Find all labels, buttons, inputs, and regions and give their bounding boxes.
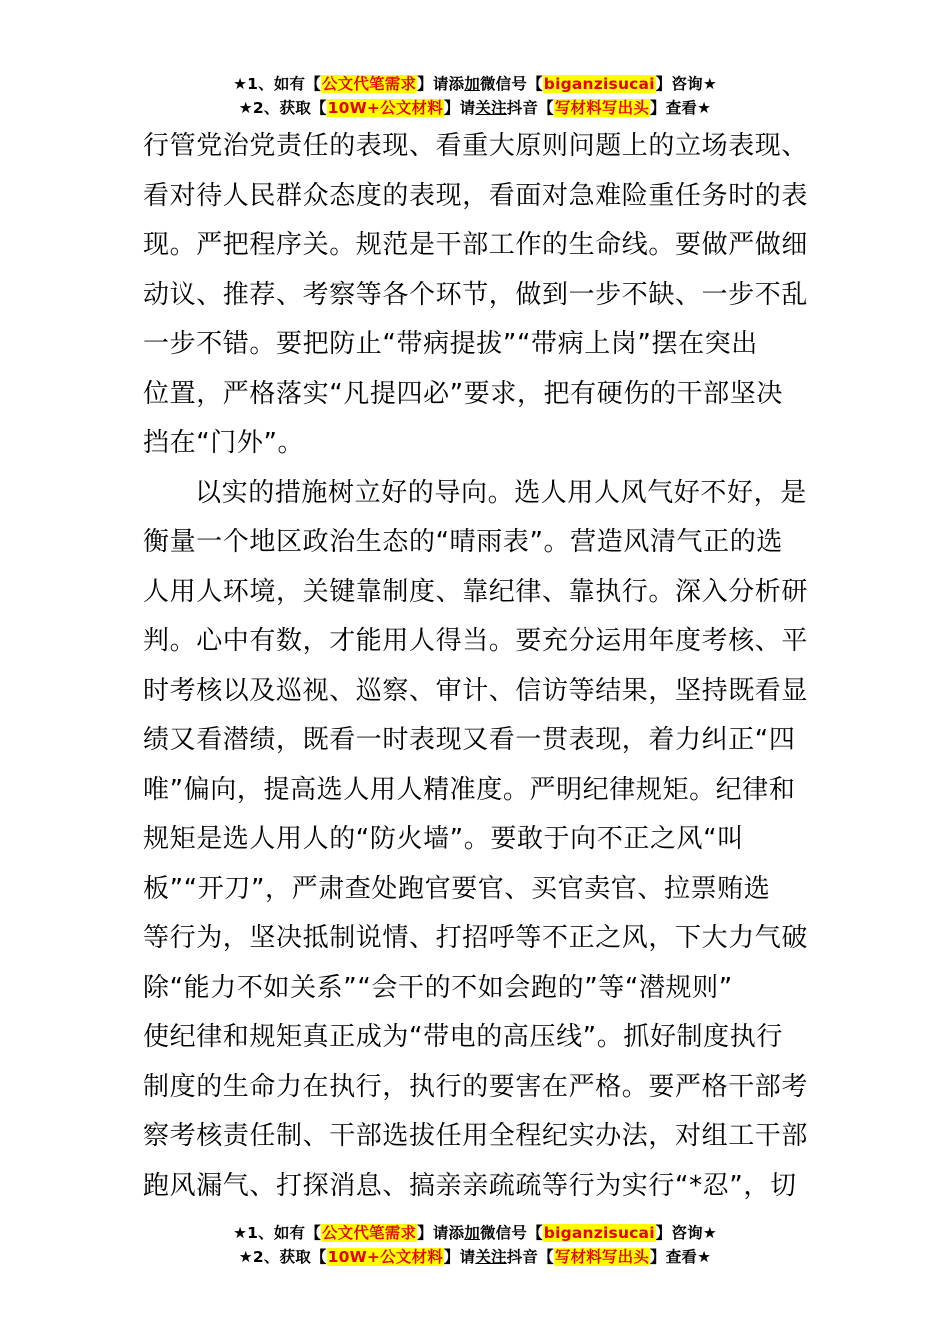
banner-text: 】查看★ — [650, 1248, 712, 1266]
text-line: 规矩是选人用人的“防火墙”。要敢于向不正之风“叫 — [143, 824, 744, 854]
banner-text: 抖音【 — [506, 99, 554, 117]
text-line: 察考核责任制、干部选拔任用全程纪实办法，对组工干部 — [143, 1121, 809, 1151]
banner-text: 】请 — [443, 99, 476, 117]
banner-highlight: 10W+公文材料 — [327, 1248, 443, 1266]
text-line: 除“能力不如关系”“会干的不如会跑的”等“潜规则” — [143, 972, 733, 1003]
banner-text: 】查看★ — [650, 99, 712, 117]
text-line: 使纪律和规矩真正成为“带电的高压线”。抓好制度执行 — [143, 1022, 783, 1052]
text-line: 跑风漏气、打探消息、搞亲亲疏疏等行为实行“*忍”，切 — [143, 1170, 797, 1201]
banner-highlight: biganzisucai — [543, 75, 655, 93]
text-line: 现。严把程序关。规范是干部工作的生命线。要做严做细 — [143, 230, 809, 260]
document-body — [143, 122, 809, 1211]
text-line: 制度的生命力在执行，执行的要害在严格。要严格干部考 — [143, 1071, 809, 1102]
banner-text: ★1、如有【 — [233, 75, 321, 93]
banner-text: 】咨询★ — [655, 1224, 717, 1242]
text-line: 位置，严格落实“凡提四必”要求，把有硬伤的干部坚决 — [143, 378, 783, 409]
banner-text: 】请添 — [417, 1224, 465, 1242]
banner-text: 抖音【 — [506, 1248, 554, 1266]
banner-line-2 — [0, 96, 950, 120]
banner-line-1 — [0, 1221, 950, 1245]
banner-text: ★2、获取【 — [238, 1248, 327, 1266]
text-line: 挡在“门外”。 — [143, 428, 305, 458]
text-line: 等行为，坚决抵制说情、打招呼等不正之风，下大力气破 — [143, 923, 809, 953]
text-line: 绩又看潜绩，既看一时表现又看一贯表现，着力纠正“四 — [143, 725, 796, 755]
text-line: 看对待人民群众态度的表现，看面对急难险重任务时的表 — [143, 180, 809, 211]
text-line: 唯”偏向，提高选人用人精准度。严明纪律规矩。纪律和 — [143, 774, 796, 805]
banner-underlined-text: 加 — [464, 1224, 480, 1242]
text-line: 一步不错。要把防止“带病提拔”“带病上岗”摆在突出 — [143, 329, 758, 359]
banner-text: ★2、获取【 — [238, 99, 327, 117]
text-line: 人用人环境，关键靠制度、靠纪律、靠执行。深入分析研 — [143, 576, 809, 607]
paragraph-first-line: 以实的措施树立好的导向。选人用人风气好不好，是 — [195, 477, 807, 508]
banner-highlight: biganzisucai — [543, 1224, 655, 1242]
banner-highlight: 公文代笔需求 — [321, 75, 417, 93]
banner-text: 】咨询★ — [655, 75, 717, 93]
banner-text: ★1、如有【 — [233, 1224, 321, 1242]
banner-underlined-text: 加 — [464, 75, 480, 93]
banner-highlight: 公文代笔需求 — [321, 1224, 417, 1242]
banner-highlight: 10W+公文材料 — [327, 99, 443, 117]
text-line: 时考核以及巡视、巡察、审计、信访等结果，坚持既看显 — [143, 675, 809, 706]
banner-highlight: 写材料写出头 — [554, 99, 650, 117]
banner-text: 】请添 — [417, 75, 465, 93]
text-line: 判。心中有数，才能用人得当。要充分运用年度考核、平 — [143, 626, 809, 656]
banner-underlined-text: 关注 — [475, 99, 507, 117]
banner-highlight: 写材料写出头 — [554, 1248, 650, 1266]
text-line: 衡量一个地区政治生态的“晴雨表”。营造风清气正的选 — [143, 527, 783, 557]
text-line: 行管党治党责任的表现、看重大原则问题上的立场表现、 — [143, 131, 809, 161]
banner-text: 微信号【 — [479, 1224, 543, 1242]
banner-text: 微信号【 — [479, 75, 543, 93]
banner-line-1 — [0, 72, 950, 96]
text-line: 动议、推荐、考察等各个环节，做到一步不缺、一步不乱 — [143, 279, 809, 310]
text-line: 板”“开刀”，严肃查处跑官要官、买官卖官、拉票贿选 — [143, 873, 771, 904]
banner-underlined-text: 关注 — [475, 1248, 507, 1266]
footer-banner — [0, 1221, 950, 1269]
banner-line-2 — [0, 1245, 950, 1269]
header-banner — [0, 72, 950, 120]
banner-text: 】请 — [443, 1248, 476, 1266]
